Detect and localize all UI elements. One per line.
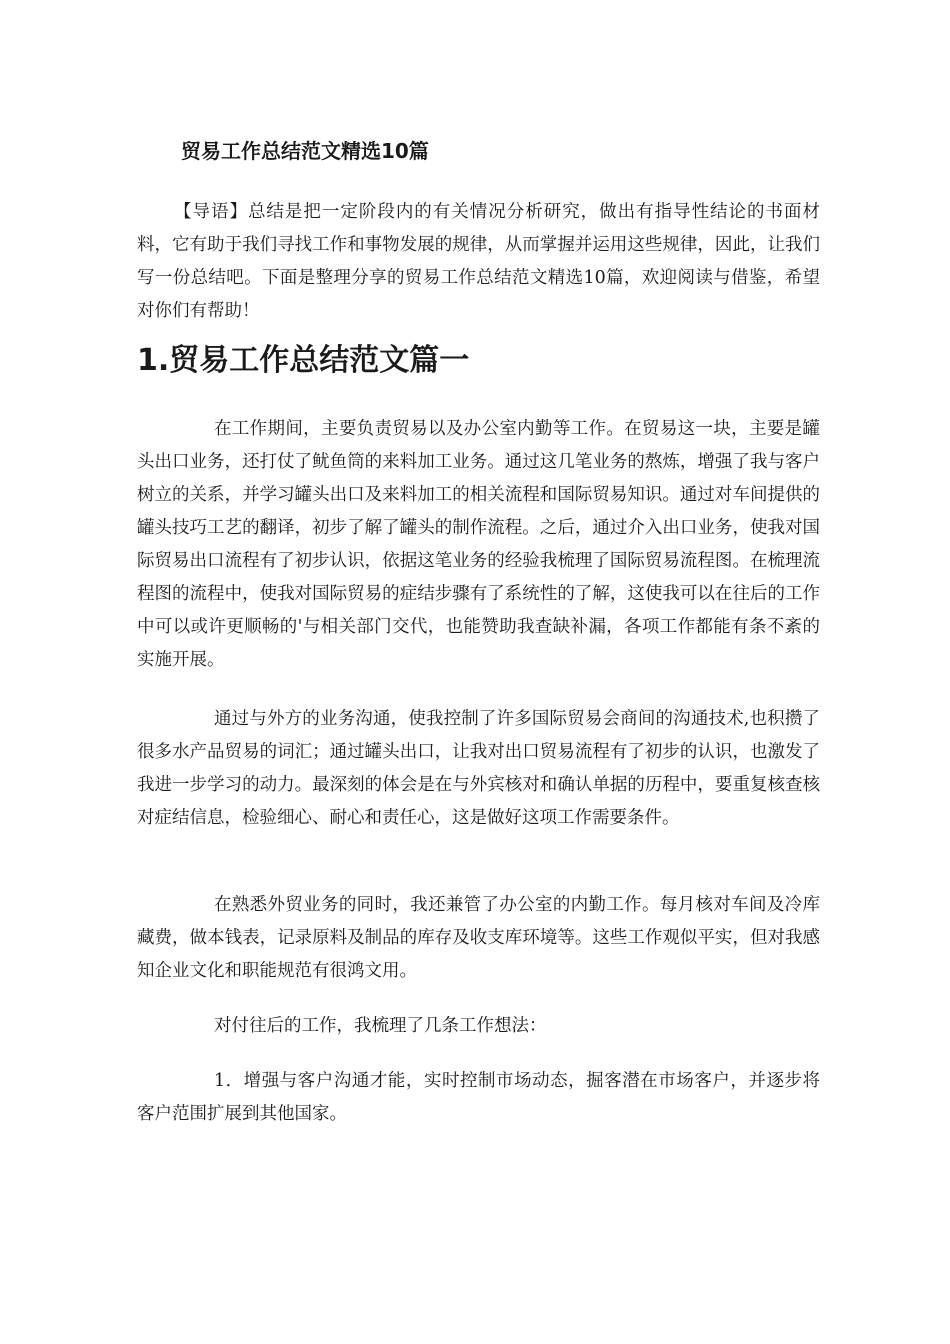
body-paragraph: 通过与外方的业务沟通，使我控制了许多国际贸易会商间的沟通技术,也积攒了很多水产品贸易的词汇；通过罐头出口，让我对出口贸易流程有了初步的认识，也激发了我进一步学习的动力。最深刻的体会是在与外宾核对和确认单据的历程中，要重复核查核对症结信息，检验细心、耐心和责任心，这是做好这项工作需要条件。 (137, 709, 820, 828)
body-paragraph: 在工作期间，主要负责贸易以及办公室内勤等工作。在贸易这一块，主要是罐头出口业务，还打仗了鱿鱼筒的来料加工业务。通过这几笔业务的熬炼，增强了我与客户树立的关系，并学习罐头出口及来料加工的相关流程和国际贸易知识。通过对车间提供的罐头技巧工艺的翻译，初步了解了罐头的制作流程。之后，通过介入出口业务，使我对国际贸易出口流程有了初步认识，依据这笔业务的经验我梳理了国际贸易流程图。在梳理流程图的流程中，使我对国际贸易的症结步骤有了系统性的了解，这使我可以在往后的工作中可以或许更顺畅的'与相关部门交代，也能赞助我查缺补漏，各项工作都能有条不紊的实施开展。 (137, 419, 820, 670)
document-title: 贸易工作总结范文精选10篇 (181, 139, 429, 163)
body-paragraph: 对付往后的工作，我梳理了几条工作想法： (214, 1016, 547, 1036)
list-item: 1．增强与客户沟通才能，实时控制市场动态，掘客潜在市场客户，并逐步将客户范围扩展到其他国家。 (137, 1071, 820, 1124)
intro-paragraph: 【导语】总结是把一定阶段内的有关情况分析研究，做出有指导性结论的书面材料，它有助于我们寻找工作和事物发展的规律，从而掌握并运用这些规律，因此，让我们写一份总结吧。下面是整理分享的贸易工作总结范文精选10篇，欢迎阅读与借鉴，希望对你们有帮助！ (137, 202, 820, 321)
body-paragraph: 在熟悉外贸业务的同时，我还兼管了办公室的内勤工作。每月核对车间及冷库藏费，做本钱表，记录原料及制品的库存及收支库环境等。这些工作观似平实，但对我感知企业文化和职能规范有很鸿文用。 (137, 895, 820, 981)
section-heading: 1.贸易工作总结范文篇一 (137, 343, 470, 378)
